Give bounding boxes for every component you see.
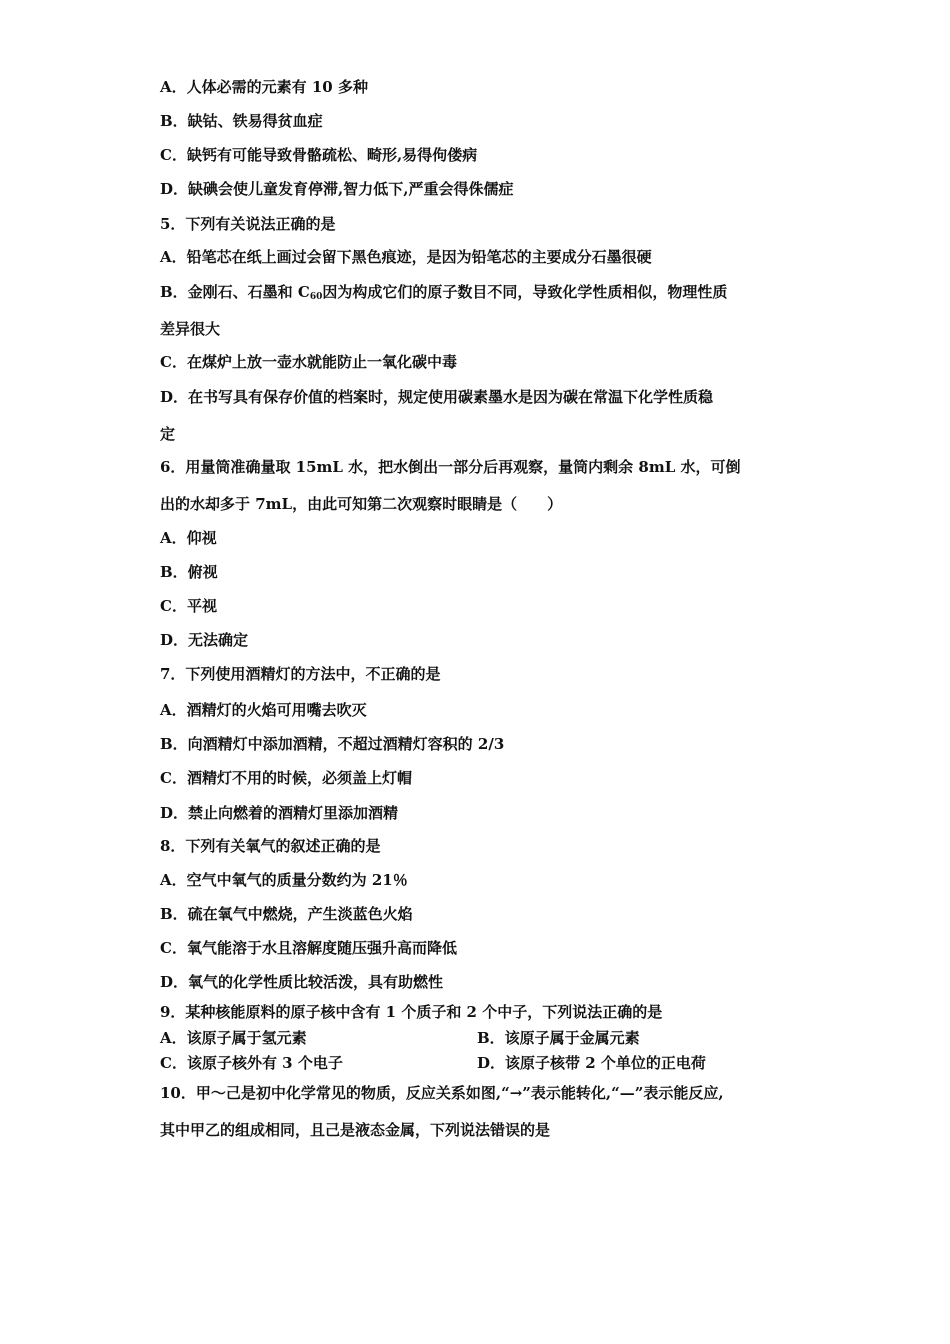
q4-option-c: C．缺钙有可能导致骨骼疏松、畸形,易得佝偻病 bbox=[160, 146, 478, 164]
q4-option-d: D．缺碘会使儿童发育停滞,智力低下,严重会得侏儒症 bbox=[160, 180, 514, 198]
q9-option-c: C．该原子核外有 3 个电子 bbox=[160, 1054, 343, 1072]
q5-option-b-post: 因为构成它们的原子数目不同，导致化学性质相似，物理性质 bbox=[322, 283, 728, 301]
q7-option-b: B．向酒精灯中添加酒精，不超过酒精灯容积的 2/3 bbox=[160, 735, 505, 753]
q5-option-b-subscript: 60 bbox=[309, 292, 323, 302]
q4-option-a: A．人体必需的元素有 10 多种 bbox=[160, 78, 368, 96]
q6-option-b: B．俯视 bbox=[160, 563, 218, 581]
q7-option-d: D．禁止向燃着的酒精灯里添加酒精 bbox=[160, 804, 399, 822]
q6-option-d: D．无法确定 bbox=[160, 631, 249, 649]
q8-stem: 8．下列有关氧气的叙述正确的是 bbox=[160, 837, 381, 855]
q8-option-c: C．氧气能溶于水且溶解度随压强升高而降低 bbox=[160, 939, 457, 957]
q6-option-c: C．平视 bbox=[160, 597, 217, 615]
q4-option-b: B．缺钴、铁易得贫血症 bbox=[160, 112, 323, 130]
q5-option-c: C．在煤炉上放一壶水就能防止一氧化碳中毒 bbox=[160, 353, 457, 371]
q5-option-d-continuation: 定 bbox=[160, 425, 176, 443]
q8-option-a: A．空气中氧气的质量分数约为 21％ bbox=[160, 871, 408, 889]
q9-option-d: D．该原子核带 2 个单位的正电荷 bbox=[477, 1054, 706, 1072]
q8-option-b: B．硫在氧气中燃烧，产生淡蓝色火焰 bbox=[160, 905, 413, 923]
q5-option-b bbox=[160, 282, 727, 307]
q10-stem-continuation: 其中甲乙的组成相同，且己是液态金属，下列说法错误的是 bbox=[160, 1121, 551, 1139]
q5-option-d: D．在书写具有保存价值的档案时，规定使用碳素墨水是因为碳在常温下化学性质稳 bbox=[160, 388, 714, 406]
q9-stem: 9．某种核能原料的原子核中含有 1 个质子和 2 个中子，下列说法正确的是 bbox=[160, 1003, 663, 1021]
q5-option-b-pre: B．金刚石、石墨和 C bbox=[160, 283, 310, 301]
q5-option-a: A．铅笔芯在纸上画过会留下黑色痕迹，是因为铅笔芯的主要成分石墨很硬 bbox=[160, 248, 652, 266]
q6-stem: 6．用量筒准确量取 15mL 水，把水倒出一部分后再观察，量筒内剩余 8mL 水，可倒 bbox=[160, 458, 741, 476]
q5-stem: 5．下列有关说法正确的是 bbox=[160, 215, 336, 233]
q5-option-b-continuation: 差异很大 bbox=[160, 320, 221, 338]
q8-option-d: D．氧气的化学性质比较活泼，具有助燃性 bbox=[160, 973, 444, 991]
q7-stem: 7．下列使用酒精灯的方法中，不正确的是 bbox=[160, 665, 441, 683]
q9-option-a: A．该原子属于氢元素 bbox=[160, 1029, 307, 1047]
q10-stem: 10．甲～己是初中化学常见的物质，反应关系如图,“→”表示能转化,“—”表示能反应, bbox=[160, 1084, 724, 1102]
q6-stem-continuation: 出的水却多于 7mL，由此可知第二次观察时眼睛是（ ） bbox=[160, 495, 563, 513]
q6-option-a: A．仰视 bbox=[160, 529, 217, 547]
q9-option-b: B．该原子属于金属元素 bbox=[477, 1029, 640, 1047]
q7-option-c: C．酒精灯不用的时候，必须盖上灯帽 bbox=[160, 769, 412, 787]
q7-option-a: A．酒精灯的火焰可用嘴去吹灭 bbox=[160, 701, 367, 719]
